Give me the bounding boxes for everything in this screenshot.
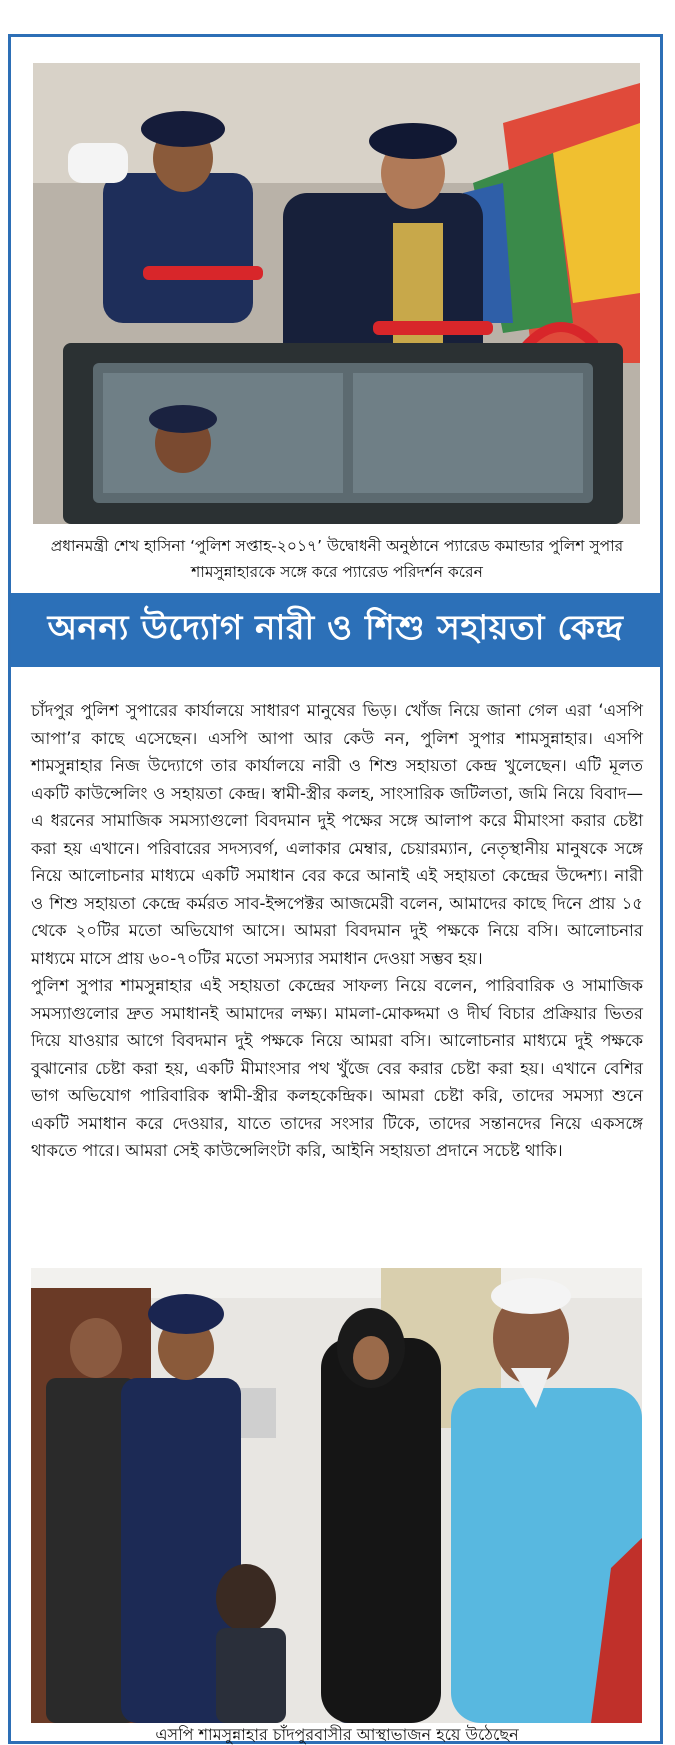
article-body bbox=[31, 697, 643, 1165]
parade-photo bbox=[33, 63, 640, 524]
parade-photo-illustration bbox=[33, 63, 640, 524]
article-paragraph-1: চাঁদপুর পুলিশ সুপারের কার্যালয়ে সাধারণ মানুষের ভিড়। খোঁজ নিয়ে জানা গেল এরা ‘এসপি আপা’র কাছে এসেছেন। এসপি আপা আর কেউ নন, পুলিশ সুপার শামসুন্নাহার। এসপি শামসুন্নাহার নিজ উদ্যোগে তার কার্যালয়ে নারী ও শিশু সহায়তা কেন্দ্র খুলেছেন। এটি মূলত একটি কাউন্সেলিং ও সহায়তা কেন্দ্র। স্বামী-স্ত্রীর কলহ, সাংসারিক জটিলতা, জমি নিয়ে বিবাদ— এ ধরনের সামাজিক সমস্যাগুলো বিবদমান দুই পক্ষের সঙ্গে আলাপ করে মীমাংসা করার চেষ্টা করা হয় এখানে। পরিবারের সদস্যবর্গ, এলাকার মেম্বার, চেয়ারম্যান, নেতৃস্থানীয় মানুষকে সঙ্গে নিয়ে আলোচনার মাধ্যমে একটি সমাধান বের করে আনাই এই সহায়তা কেন্দ্রের উদ্দেশ্য। নারী ও শিশু সহায়তা কেন্দ্রে কর্মরত সাব-ইন্সপেক্টর আজমেরী বলেন, আমাদের কাছে দিনে প্রায় ১৫ থেকে ২০টির মতো অভিযোগ আসে। আমরা বিবদমান দুই পক্ষকে নিয়ে বসি। আলোচনার মাধ্যমে মাসে প্রায় ৬০-৭০টির মতো সমস্যার সমাধান দেওয়া সম্ভব হয়। bbox=[31, 701, 643, 968]
parade-photo-caption: প্রধানমন্ত্রী শেখ হাসিনা ‘পুলিশ সপ্তাহ-২০১৭’ উদ্বোধনী অনুষ্ঠানে প্যারেড কমান্ডার পুলিশ সুপার শামসুন্নাহারকে সঙ্গে করে প্যারেড পরিদর্শন করেন bbox=[50, 537, 624, 581]
article-paragraph-2: পুলিশ সুপার শামসুন্নাহার এই সহায়তা কেন্দ্রের সাফল্য নিয়ে বলেন, পারিবারিক ও সামাজিক সমস্যাগুলোর দ্রুত সমাধানই আমাদের লক্ষ্য। মামলা-মোকদ্দমা ও দীর্ঘ বিচার প্রক্রিয়ার ভিতর দিয়ে যাওয়ার আগে বিবদমান দুই পক্ষকে নিয়ে আমরা বসি। আলোচনার মাধ্যমে দুই পক্ষকে বুঝানোর চেষ্টা করা হয়, একটি মীমাংসার পথ খুঁজে বের করার চেষ্টা করা হয়। এখানে বেশির ভাগ অভিযোগ পারিবারিক স্বামী-স্ত্রীর কলহকেন্দ্রিক। আমরা চেষ্টা করি, তাদের সমস্যা শুনে একটি সমাধান করে দেওয়ার, যাতে তাদের সংসার টিকে, তাদের সন্তানদের নিয়ে একসঙ্গে থাকতে পারে। আমরা সেই কাউন্সেলিংটা করি, আইনি সহায়তা প্রদানে সচেষ্ট থাকি। bbox=[31, 976, 643, 1160]
headline: অনন্য উদ্যোগ নারী ও শিশু সহায়তা কেন্দ্র bbox=[47, 607, 624, 648]
help-center-photo-illustration bbox=[31, 1268, 642, 1723]
help-center-photo bbox=[31, 1268, 642, 1723]
help-center-photo-caption: এসপি শামসুন্নাহার চাঁদপুরবাসীর আস্থাভাজন হয়ে উঠেছেন bbox=[155, 1725, 519, 1744]
article-frame bbox=[8, 34, 663, 1744]
headline-banner bbox=[11, 593, 660, 667]
